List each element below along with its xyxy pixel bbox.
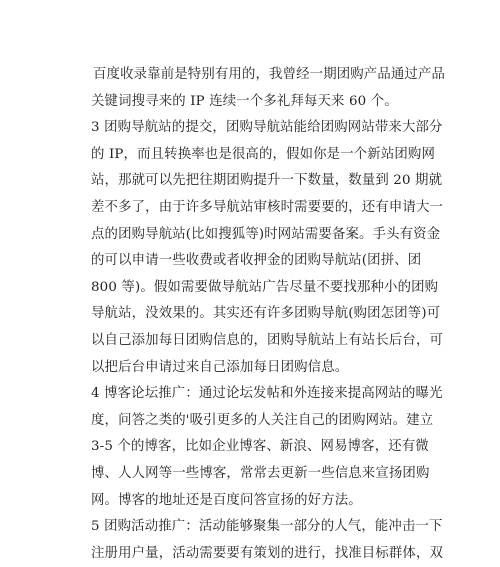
text-line: 3-5 个的博客，比如企业博客、新浪、网易博客，还有微 [91, 439, 429, 455]
text-line: 网。博客的地址还是百度问答宣扬的好方法。 [91, 492, 362, 508]
text-line: 站，那就可以先把往期团购提升一下数量，数量到 20 期就 [91, 173, 443, 189]
text-line: 关键词搜寻来的 IP 连续一个多礼拜每天来 60 个。 [91, 93, 398, 109]
section-heading-line: 3 团购导航站的提交，团购导航站能给团购网站带来大部分 [91, 120, 443, 136]
text-line: 百度收录靠前是特别有用的，我曾经一期团购产品通过产品 [93, 67, 446, 82]
text-line: 以自己添加每日团购信息的，团购导航站上有站长后台，可 [91, 332, 444, 348]
text-line: 博、人人网等一些博客，常常去更新一些信息来宣扬团购 [91, 465, 430, 481]
text-line: 点的团购导航站(比如搜狐等)时网站需要备案。手头有资金 [91, 226, 441, 242]
text-line: 的 IP，而且转换率也是很高的，假如你是一个新站团购网 [91, 146, 435, 162]
section-heading-line: 4 博客论坛推广：通过论坛发帖和外连接来提高网站的曝光 [91, 386, 443, 402]
text-line: 注册用户量，活动需要要有策划的进行，找准目标群体，双 [91, 545, 444, 561]
text-line: 度，问答之类的'吸引更多的人关注自己的团购网站。建立 [91, 412, 434, 428]
text-line: 导航站，没效果的。其实还有许多团购导航(购团怎团等)可 [91, 306, 441, 322]
document-body [0, 62, 500, 567]
text-line: 差不多了，由于许多导航站审核时需要要的，还有申请大一 [91, 199, 444, 215]
text-line: 800 等)。假如需要做导航站广告尽量不要找那种小的团购 [91, 279, 439, 295]
text-line: 以把后台申请过来自己添加每日团购信息。 [91, 359, 349, 375]
section-heading-line: 5 团购活动推广：活动能够聚集一部分的人气，能冲击一下 [91, 519, 443, 535]
text-line: 的可以申请一些收费或者收押金的团购导航站(团拼、团 [91, 253, 422, 269]
